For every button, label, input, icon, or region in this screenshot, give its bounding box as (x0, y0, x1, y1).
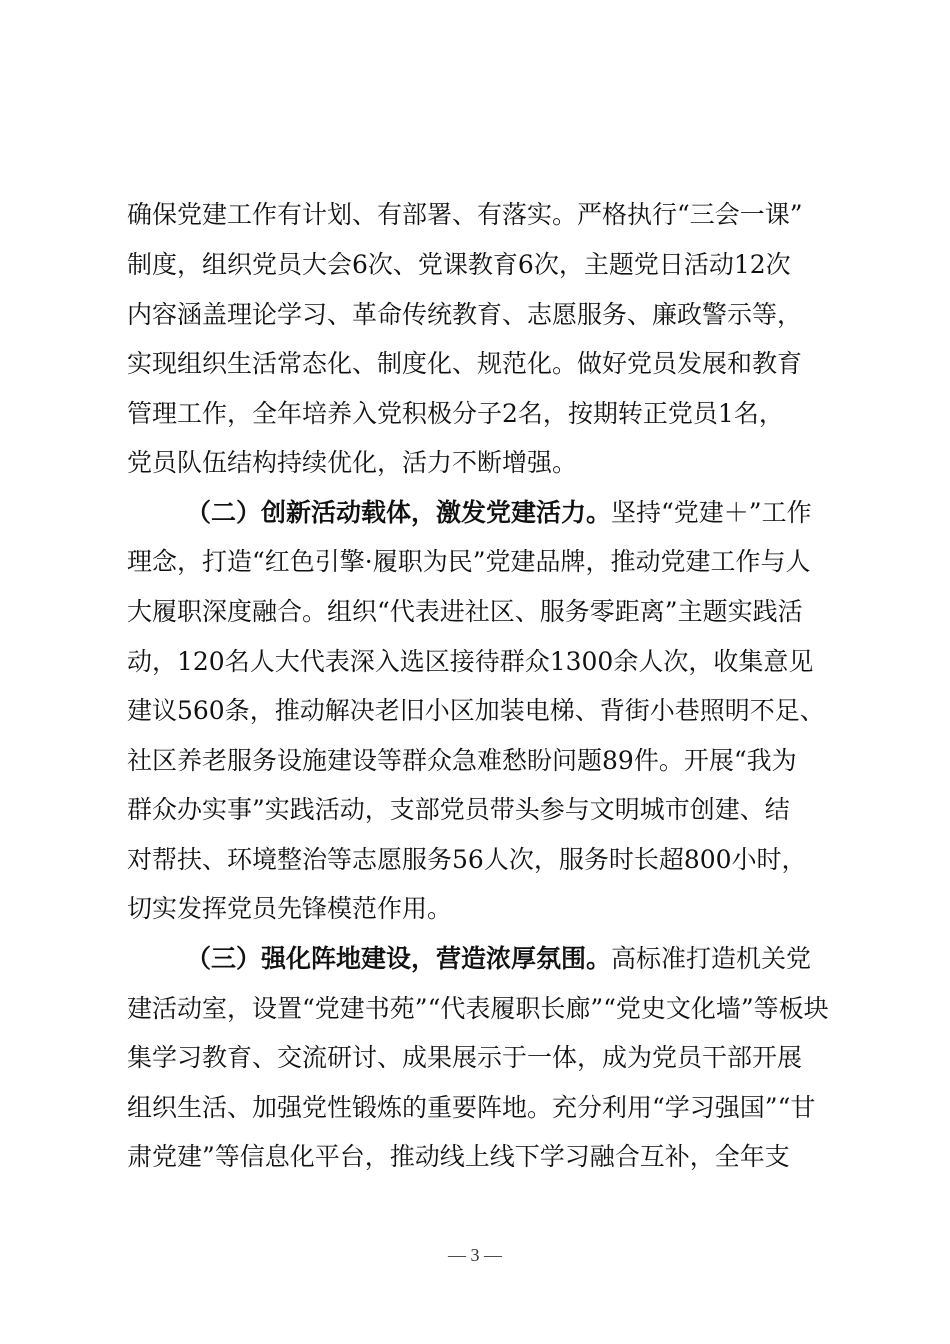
body-text-line: 肃党建”等信息化平台，推动线上线下学习融合互补，全年支 (127, 1142, 790, 1171)
body-text-line: 动，120名人大代表深入选区接待群众1300余人次，收集意见 (127, 647, 814, 676)
body-text-line: 内容涵盖理论学习、革命传统教育、志愿服务、廉政警示等， (127, 300, 803, 329)
page-number: — 3 — (448, 1245, 502, 1265)
section-2-first-line (186, 488, 916, 538)
body-text-line: 制度，组织党员大会6次、党课教育6次，主题党日活动12次 (127, 250, 791, 279)
body-text-line: 对帮扶、环境整治等志愿服务56人次，服务时长超800小时， (127, 845, 807, 874)
body-text-line: 党员队伍结构持续优化，活力不断增强。 (127, 448, 578, 477)
section-3-first-line-text: 高标准打造机关党 (611, 944, 812, 973)
body-text-line: 群众办实事”实践活动，支部党员带头参与文明城市创建、结 (127, 795, 790, 824)
body-text-line: 集学习教育、交流研讨、成果展示于一体，成为党员干部开展 (127, 1043, 803, 1072)
body-text-line: 大履职深度融合。组织“代表进社区、服务零距离”主题实践活 (127, 597, 803, 626)
body-text-line: 切实发挥党员先锋模范作用。 (127, 894, 453, 923)
body-text-line: 建活动室，设置“党建书苑”“代表履职长廊”“党史文化墙”等板块 (127, 994, 829, 1023)
body-text-line: 社区养老服务设施建设等群众急难愁盼问题89件。开展“我为 (127, 746, 797, 775)
section-2-first-line-text: 坚持“党建＋”工作 (611, 498, 812, 527)
body-text-line: 管理工作，全年培养入党积极分子2名，按期转正党员1名， (127, 399, 784, 428)
body-text-line: 组织生活、加强党性锻炼的重要阵地。充分利用“学习强国”“甘 (127, 1093, 816, 1122)
body-text-line: 实现组织生活常态化、制度化、规范化。做好党员发展和教育 (127, 349, 803, 378)
body-text-line: 确保党建工作有计划、有部署、有落实。严格执行“三会一课” (127, 200, 803, 229)
body-text-line: 理念，打造“红色引擎·履职为民”党建品牌，推动党建工作与人 (127, 547, 811, 576)
section-3-heading: （三）强化阵地建设，营造浓厚氛围。 (186, 944, 612, 973)
section-3-first-line (186, 934, 916, 984)
body-text-line: 建议560条，推动解决老旧小区加装电梯、背街小巷照明不足、 (127, 696, 825, 725)
section-2-heading: （二）创新活动载体，激发党建活力。 (186, 498, 612, 527)
